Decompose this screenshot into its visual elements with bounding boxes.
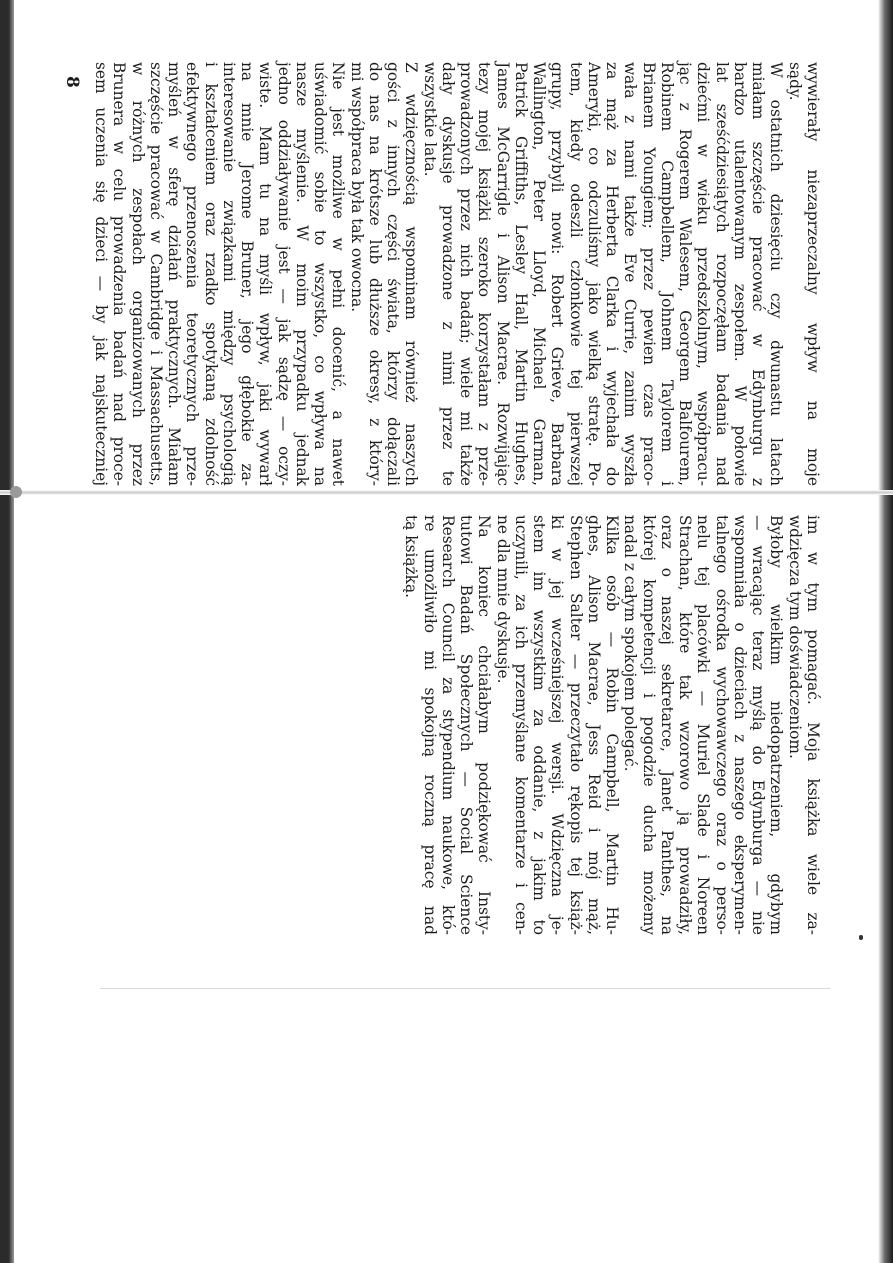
text-line: interesowanie związkami między psychologią	[220, 62, 238, 486]
text-line: szczęście pracować w Cambridge i Massachusetts,	[147, 62, 165, 486]
text-line: Ameryki, co odczuliśmy jako wielką stratę. Po-	[585, 62, 603, 486]
text-line: oraz o naszej sekretarce, Janet Panthes, na	[658, 515, 676, 935]
text-line: wywierały niezaprzeczalny wpływ na moje	[804, 62, 822, 486]
text-line: W ostatnich dziesięciu czy dwunastu latach	[767, 62, 786, 486]
right-page-text	[402, 515, 822, 935]
bottom-rule	[100, 988, 830, 989]
text-line: Nie jest możliwe w pełni docenić, a nawet	[329, 62, 348, 486]
text-line: myśleń w sferę działań praktycznych. Miałam	[165, 62, 184, 486]
text-line: talnego ośrodka wychowawczego oraz o perso-	[712, 515, 731, 935]
text-line: Na koniec chciałabym podziękować Insty-	[475, 515, 494, 935]
text-line: Robinem Campbellem, Johnem Taylorem i	[658, 62, 676, 486]
binding-shadow	[0, 0, 14, 1263]
text-line: tezy mojej książki szeroko korzystałam z prze-	[475, 62, 494, 486]
text-line: re umożliwiło mi spokojną roczną pracę nad	[420, 515, 439, 935]
text-line: w różnych zespołach organizowanych przez	[128, 62, 147, 486]
text-line: stem im wszystkim za oddanie, z jakim to	[530, 515, 549, 935]
text-line: sądy.	[785, 62, 804, 101]
text-line: uczynili, za ich przemyślane komentarze i cen-	[512, 515, 530, 935]
text-line: efektywnego przenoszenia teoretycznych prze-	[183, 62, 202, 486]
text-line: wiste. Mam tu na myśli wpływ, jaki wywarł	[256, 62, 275, 486]
text-line: bardzo utalentowanym zespołem. W połowie	[731, 62, 749, 486]
text-line: nelu tej placówki — Muriel Slade i Noreen	[694, 515, 713, 935]
text-line: prowadzonych przez nich badań; wiele mi także	[457, 62, 476, 486]
text-line: Research Council za stypendium naukowe, któ-	[439, 515, 457, 935]
text-line: James McGarrigle i Alison Macrae. Rozwijając	[493, 62, 512, 486]
page-number: 8	[62, 76, 82, 88]
text-line: na mnie Jerome Bruner, jego głębokie za-	[238, 62, 257, 486]
fold-mark	[10, 486, 22, 498]
text-line: wspomniała o dzieciach z naszego eksperymen-	[731, 515, 749, 935]
text-line: Stephen Salter — przeczytało rękopis tej książ-	[566, 515, 585, 935]
text-line: tem, kiedy odeszli członkowie tej pierwszej	[566, 62, 585, 486]
left-page-text	[92, 62, 822, 486]
text-line: za mąż za Herberta Clarka i wyjechała do	[603, 62, 622, 486]
text-line: wała z nami także Eve Currie, zanim wyszła	[621, 62, 640, 486]
text-line: wdzięcza tym doświadczeniom.	[785, 515, 804, 759]
text-line: wszystkie lata.	[420, 62, 439, 177]
text-line: tą książką.	[402, 515, 421, 599]
text-line: ki w jej wcześniejszej wersji. Wdzięczna je-	[548, 515, 567, 935]
text-line: i kształceniem oraz rzadko spotykaną zdolność	[201, 62, 220, 486]
text-line: ne dla mnie dyskusje.	[493, 515, 512, 684]
text-line: Brianem Youngiem; przez pewien czas praco-	[639, 62, 658, 486]
text-line: lat sześćdziesiątych rozpoczęłam badania nad	[712, 62, 731, 486]
text-line: — wracając teraz myślą do Edynburga — nie	[749, 515, 768, 935]
text-line: Brunera w celu prowadzenia badań nad proce-	[110, 62, 129, 486]
text-line: ghes, Alison Macrae, Jess Reid i mój mąż,	[585, 515, 603, 935]
text-line: miałam szczęście pracować w Edynburgu z	[749, 62, 768, 486]
text-line: Byłoby wielkim niedopatrzeniem, gdybym	[767, 515, 786, 935]
page-fold	[0, 490, 893, 495]
text-line: której kompetencji i pogodzie ducha możemy	[639, 515, 658, 935]
text-line: mi współpraca była tak owocna.	[347, 62, 366, 313]
text-line: jedno oddziaływanie jest — jak sądzę — oczy-	[274, 62, 293, 486]
text-line: sem uczenia się dzieci — by jak najskuteczniej	[92, 62, 111, 486]
text-line: Kilka osób — Robin Campbell, Martin Hu-	[603, 515, 622, 935]
text-line: tutowi Badań Społecznych — Social Science	[457, 515, 476, 935]
text-line: do nas na krótsze lub dłuższe okresy, z który-	[366, 62, 384, 486]
text-line: dziećmi w wieku przedszkolnym, współpracu-	[694, 62, 713, 486]
text-line: uświadomić sobie to wszystko, co wpływa na	[311, 62, 330, 486]
text-line: nasze myślenie. W moim przypadku jednak	[293, 62, 311, 486]
text-line: dały dyskusje prowadzone z nimi przez te	[439, 62, 457, 486]
text-line: Wallington, Peter Lloyd, Michael Garman,	[530, 62, 549, 486]
text-line: gości z innych części świata, którzy dołączali	[384, 62, 403, 486]
text-line: grupy, przybyli nowi: Robert Grieve, Barbara	[548, 62, 567, 486]
scan-speck	[859, 935, 863, 940]
text-line: jąc z Rogerem Walesem, Georgem Balfourem,	[676, 62, 695, 486]
text-line: Strachan, które tak wzorowo ją prowadziły,	[676, 515, 695, 935]
text-line: im w tym pomagać. Moja książka wiele za-	[804, 515, 822, 935]
page-edge-shadow	[878, 0, 893, 1263]
text-line: Patrick Griffiths, Lesley Hall, Martin Hughes,	[512, 62, 530, 486]
text-line: nadal z całym spokojem polegać.	[621, 515, 640, 772]
text-line: Z wdzięcznością wspominam również naszych	[402, 62, 421, 486]
